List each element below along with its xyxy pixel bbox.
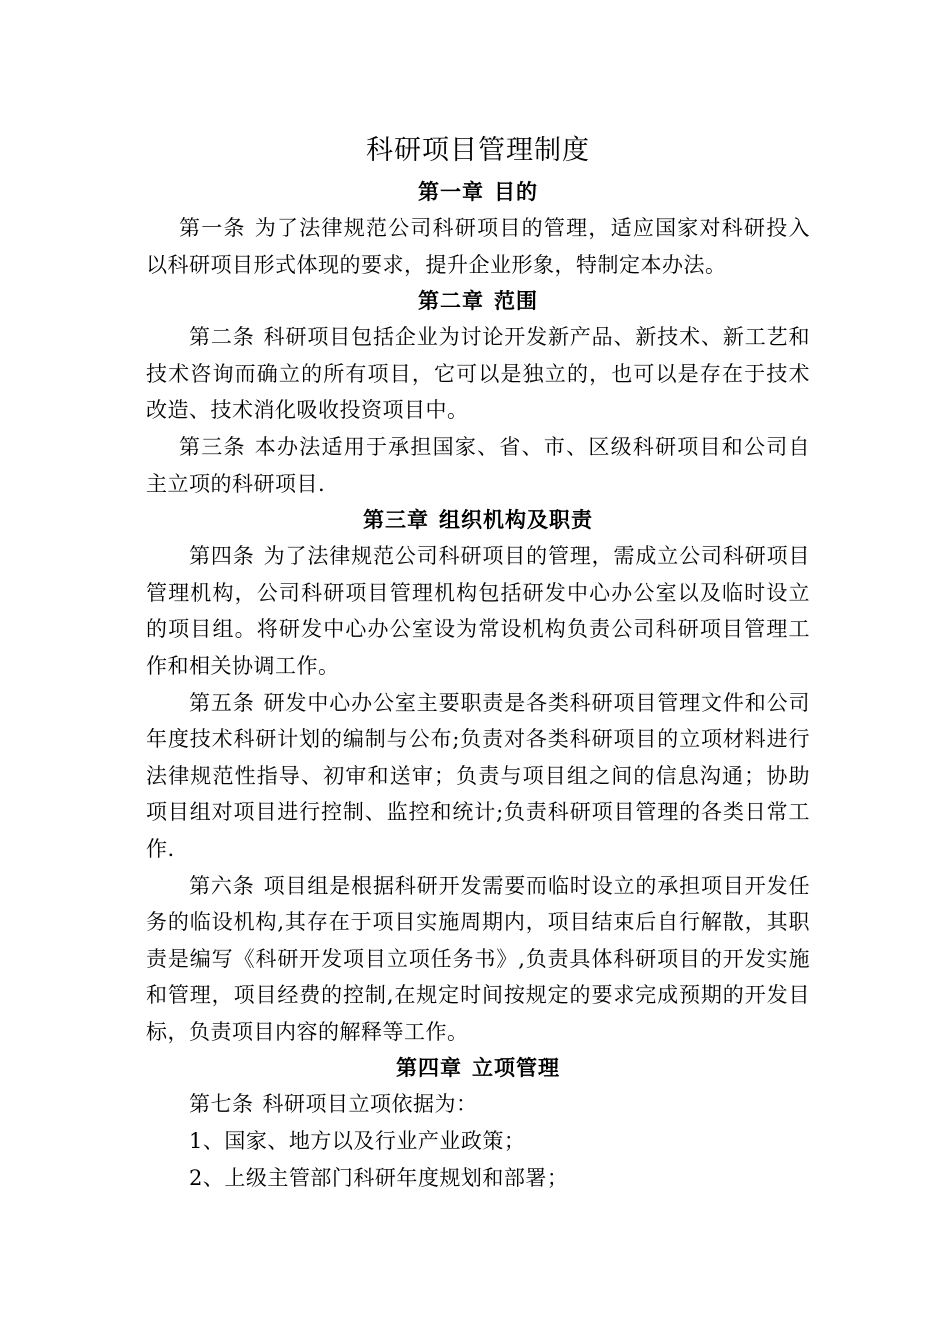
list-item: 2、上级主管部门科研年度规划和部署； — [189, 1165, 569, 1190]
article-text: 本办法适用于承担国家、省、市、区级科研项目和公司自主立项的科研项目. — [146, 434, 811, 496]
article-text: 为了法律规范公司科研项目的管理，需成立公司科研项目管理机构，公司科研项目管理机构包括研发中心办公室以及临时设立的项目组。将研发中心办公室设为常设机构负责公司科研项目管理工作和相关协调工作。 — [146, 544, 811, 678]
article-text: 研发中心办公室主要职责是各类科研项目管理文件和公司年度技术科研计划的编制与公布;负责对各类科研项目的立项材料进行法律规范性指导、初审和送审；负责与项目组之间的信息沟通；协助项目组对项目进行控制、监控和统计;负责科研项目管理的各类日常工作. — [146, 690, 811, 861]
article-1 — [146, 210, 810, 283]
chapter-number: 第四章 — [396, 1056, 462, 1081]
chapter-4-heading — [146, 1050, 810, 1086]
article-number: 第七条 — [189, 1092, 254, 1117]
chapter-name: 立项管理 — [472, 1056, 560, 1081]
article-2 — [146, 319, 810, 429]
chapter-number: 第三章 — [363, 508, 429, 533]
article-number: 第二条 — [189, 325, 255, 350]
article-text: 科研项目包括企业为讨论开发新产品、新技术、新工艺和技术咨询而确立的所有项目，它可以是独立的，也可以是存在于技术改造、技术消化吸收投资项目中。 — [146, 325, 811, 423]
article-6 — [146, 868, 810, 1051]
article-number: 第四条 — [189, 544, 255, 569]
article-4 — [146, 538, 810, 684]
article-3 — [146, 429, 810, 502]
article-text: 为了法律规范公司科研项目的管理，适应国家对科研投入以科研项目形式体现的要求，提升企业形象，特制定本办法。 — [146, 216, 811, 277]
list-item: 1、国家、地方以及行业产业政策； — [189, 1129, 526, 1154]
article-number: 第三条 — [179, 434, 246, 459]
article-7 — [146, 1086, 810, 1123]
document-title: 科研项目管理制度 — [366, 135, 590, 166]
article-number: 第六条 — [189, 873, 255, 898]
article-number: 第五条 — [189, 690, 255, 715]
chapter-name: 目的 — [494, 180, 538, 204]
chapter-number: 第二章 — [418, 289, 484, 314]
article-text: 项目组是根据科研开发需要而临时设立的承担项目开发任务的临设机构,其存在于项目实施周期内，项目结束后自行解散，其职责是编写《科研开发项目立项任务书》,负责具体科研项目的开发实施和管理，项目经费的控制,在规定时间按规定的要求完成预期的开发目标，负责项目内容的解释等工作。 — [146, 873, 811, 1044]
chapter-name: 组织机构及职责 — [439, 508, 593, 533]
article-text: 科研项目立项依据为： — [262, 1092, 478, 1117]
chapter-1-heading — [146, 174, 810, 210]
chapter-3-heading — [146, 502, 810, 538]
chapter-2-heading — [146, 283, 810, 319]
chapter-number: 第一章 — [418, 180, 484, 204]
article-number: 第一条 — [179, 216, 246, 240]
article-5 — [146, 685, 810, 868]
document-page — [146, 128, 810, 1196]
chapter-name: 范围 — [494, 289, 538, 314]
